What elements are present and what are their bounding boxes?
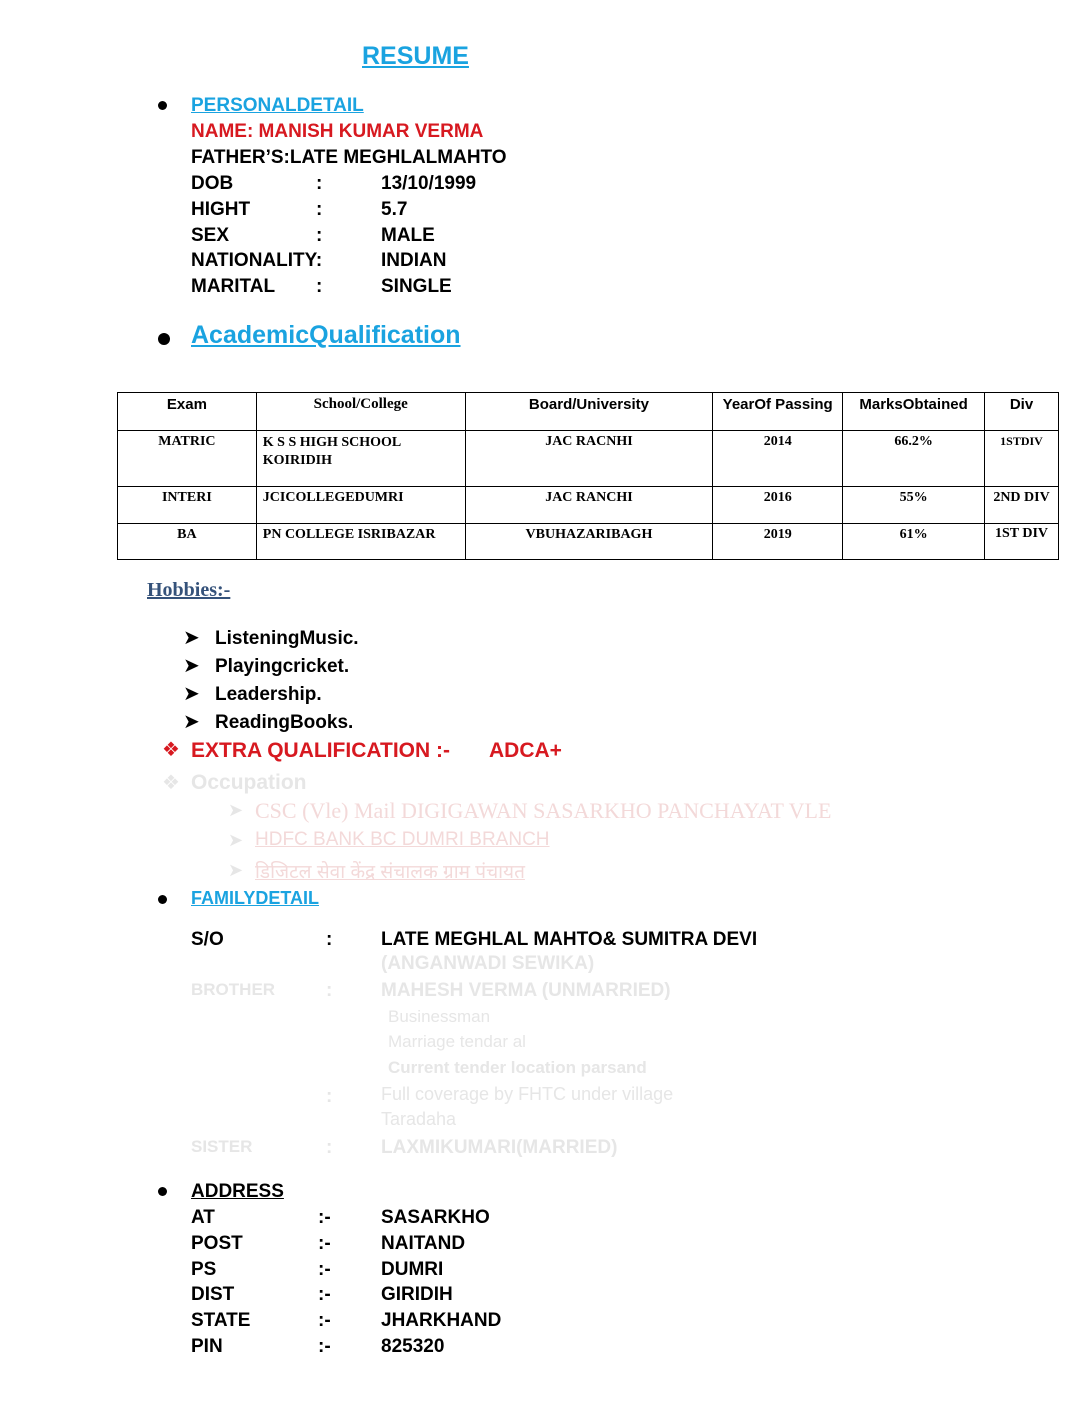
sex-label: SEX <box>191 225 230 246</box>
extra-line: Full coverage by FHTC under village <box>381 1084 674 1104</box>
extra-line: Taradaha <box>381 1109 457 1129</box>
address-sep: :- <box>318 1336 331 1357</box>
address-sep: :- <box>318 1284 331 1305</box>
address-label: POST <box>191 1233 243 1254</box>
cell-exam: BA <box>118 524 257 560</box>
arrow-icon: ➤ <box>183 683 200 705</box>
header-school: School/College <box>256 393 465 431</box>
sister-label: SISTER <box>191 1137 253 1156</box>
cell-marks: 55% <box>843 487 985 524</box>
table-row <box>118 487 1059 524</box>
list-item: ListeningMusic. <box>215 628 359 649</box>
so-sep: : <box>326 929 333 950</box>
cell-board: VBUHAZARIBAGH <box>465 524 713 560</box>
hobbies-heading: Hobbies:- <box>147 579 231 601</box>
cell-div: 1ST DIV <box>985 524 1059 560</box>
address-label: AT <box>191 1207 215 1228</box>
occupation-item: CSC (Vle) Mail DIGIGAWAN SASARKHO PANCHAYAT VLE <box>255 798 832 823</box>
bullet <box>158 101 167 110</box>
address-sep: :- <box>318 1259 331 1280</box>
marital-value: SINGLE <box>381 276 452 297</box>
arrow-icon: ➤ <box>228 860 244 880</box>
page-title: RESUME <box>362 42 469 70</box>
header-year: YearOf Passing <box>713 393 843 431</box>
arrow-icon: ➤ <box>228 800 244 820</box>
address-label: PIN <box>191 1336 223 1357</box>
header-marks: MarksObtained <box>843 393 985 431</box>
extra-qualification-value: ADCA+ <box>489 739 562 762</box>
address-value: JHARKHAND <box>381 1310 502 1331</box>
occupation-heading: Occupation <box>191 771 307 794</box>
father-line: FATHER’S:LATE MEGHLALMAHTO <box>191 147 507 168</box>
personal-heading: PERSONALDETAIL <box>191 95 364 116</box>
address-value: DUMRI <box>381 1259 444 1280</box>
brother-sep: : <box>326 980 333 1001</box>
height-label: HIGHT <box>191 199 251 220</box>
arrow-icon: ➤ <box>183 711 200 733</box>
height-value: 5.7 <box>381 199 408 220</box>
bullet <box>158 895 167 904</box>
name-line: NAME: MANISH KUMAR VERMA <box>191 121 484 142</box>
marital-sep: : <box>316 276 323 297</box>
list-item: ReadingBooks. <box>215 712 354 733</box>
address-sep: :- <box>318 1207 331 1228</box>
header-div: Div <box>985 393 1059 431</box>
table-row <box>118 431 1059 487</box>
arrow-icon: ➤ <box>228 830 244 850</box>
sex-sep: : <box>316 225 323 246</box>
arrow-icon: ➤ <box>183 655 200 677</box>
cell-exam: INTERI <box>118 487 257 524</box>
family-heading: FAMILYDETAIL <box>191 888 320 908</box>
extra-qualification-label: EXTRA QUALIFICATION :- <box>191 739 450 762</box>
cell-div: 1STDIV <box>985 431 1059 487</box>
address-label: STATE <box>191 1310 251 1331</box>
bullet <box>158 333 170 345</box>
cell-year: 2014 <box>713 431 843 487</box>
so-note: (ANGANWADI SEWIKA) <box>381 953 595 974</box>
occupation-item: HDFC BANK BC DUMRI BRANCH <box>255 829 550 850</box>
cell-board: JAC RANCHI <box>465 487 713 524</box>
list-item: Leadership. <box>215 684 322 705</box>
academic-heading: AcademicQualification <box>191 321 461 349</box>
occupation-item: डिजिटल सेवा केंद्र संचालक ग्राम पंचायत <box>255 862 525 883</box>
address-value: 825320 <box>381 1336 445 1357</box>
extra-sep: : <box>326 1086 333 1107</box>
so-label: S/O <box>191 929 224 950</box>
cell-school: JCICOLLEGEDUMRI <box>256 487 465 524</box>
arrow-icon: ➤ <box>183 627 200 649</box>
address-value: NAITAND <box>381 1233 466 1254</box>
bullet <box>158 1187 167 1196</box>
cell-year: 2019 <box>713 524 843 560</box>
address-value: GIRIDIH <box>381 1284 453 1305</box>
so-value: LATE MEGHLAL MAHTO& SUMITRA DEVI <box>381 929 758 950</box>
header-board: Board/University <box>465 393 713 431</box>
address-sep: :- <box>318 1310 331 1331</box>
brother-value: MAHESH VERMA (UNMARRIED) <box>381 980 671 1001</box>
cell-div: 2ND DIV <box>985 487 1059 524</box>
cell-school: K S S HIGH SCHOOL KOIRIDIH <box>256 431 465 487</box>
brother-line: Current tender location parsand <box>388 1058 647 1077</box>
marital-label: MARITAL <box>191 276 276 297</box>
height-sep: : <box>316 199 323 220</box>
dob-label: DOB <box>191 173 234 194</box>
brother-line: Businessman <box>388 1007 491 1026</box>
brother-line: Marriage tendar al <box>388 1032 526 1051</box>
cell-marks: 61% <box>843 524 985 560</box>
cell-year: 2016 <box>713 487 843 524</box>
nationality-value: INDIAN <box>381 250 447 271</box>
table-header-row <box>118 393 1059 431</box>
nationality-label: NATIONALITY: <box>191 250 323 271</box>
dob-value: 13/10/1999 <box>381 173 477 194</box>
academic-table <box>117 392 1059 560</box>
sex-value: MALE <box>381 225 435 246</box>
address-value: SASARKHO <box>381 1207 490 1228</box>
diamond-icon: ❖ <box>162 739 180 761</box>
sister-value: LAXMIKUMARI(MARRIED) <box>381 1137 618 1158</box>
diamond-icon: ❖ <box>162 772 180 794</box>
list-item: Playingcricket. <box>215 656 350 677</box>
address-label: PS <box>191 1259 217 1280</box>
cell-board: JAC RACNHI <box>465 431 713 487</box>
address-sep: :- <box>318 1233 331 1254</box>
table-row <box>118 524 1059 560</box>
dob-sep: : <box>316 173 323 194</box>
address-heading: ADDRESS <box>191 1181 284 1202</box>
cell-exam: MATRIC <box>118 431 257 487</box>
cell-marks: 66.2% <box>843 431 985 487</box>
cell-school: PN COLLEGE ISRIBAZAR <box>256 524 465 560</box>
sister-sep: : <box>326 1137 333 1158</box>
brother-label: BROTHER <box>191 980 276 999</box>
header-exam: Exam <box>118 393 257 431</box>
address-label: DIST <box>191 1284 235 1305</box>
